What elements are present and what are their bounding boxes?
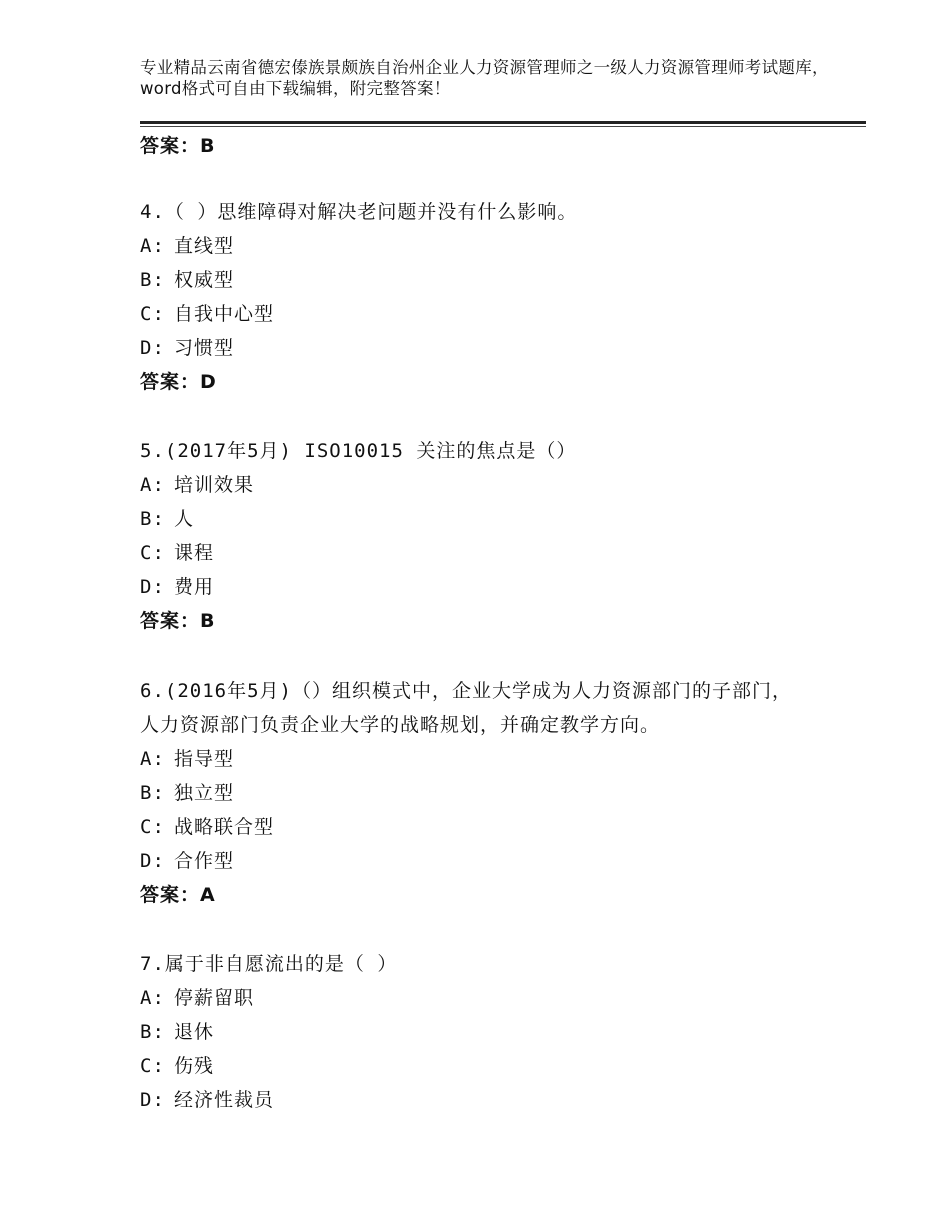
option-text: 权威型: [174, 269, 235, 291]
option-d: [140, 1083, 830, 1117]
option-text: 费用: [174, 576, 215, 598]
option-a: [140, 229, 830, 263]
answer-label: 答案：B: [140, 135, 216, 157]
option-text: 停薪留职: [174, 987, 255, 1009]
option-d: [140, 844, 800, 878]
question-text: 4.（ ）思维障碍对解决老问题并没有什么影响。: [140, 201, 578, 223]
option-letter: D:: [140, 850, 165, 872]
option-letter: D:: [140, 576, 165, 598]
option-b: [140, 502, 830, 536]
option-c: [140, 297, 830, 331]
option-text: 指导型: [174, 748, 235, 770]
question-text: 7.属于非自愿流出的是（ ）: [140, 953, 398, 975]
question-text: 6.(2016年5月)（）组织模式中，企业大学成为人力资源部门的子部门，人力资源部门负责企业大学的战略规划，并确定教学方向。: [140, 680, 792, 736]
option-letter: A:: [140, 748, 165, 770]
question-text: 5.(2017年5月) ISO10015 关注的焦点是（）: [140, 440, 577, 462]
option-letter: C:: [140, 542, 165, 564]
option-letter: B:: [140, 1021, 165, 1043]
option-b: [140, 263, 830, 297]
option-letter: D:: [140, 337, 165, 359]
header-rule-thin: [140, 126, 866, 127]
option-letter: A:: [140, 474, 165, 496]
option-text: 直线型: [174, 235, 235, 257]
question-block: [140, 947, 830, 1117]
option-letter: C:: [140, 1055, 165, 1077]
option-text: 战略联合型: [174, 816, 275, 838]
option-letter: B:: [140, 269, 165, 291]
option-a: [140, 742, 800, 776]
option-text: 自我中心型: [174, 303, 275, 325]
option-letter: C:: [140, 303, 165, 325]
option-text: 退休: [174, 1021, 215, 1043]
option-letter: A:: [140, 235, 165, 257]
option-text: 独立型: [174, 782, 235, 804]
option-letter: C:: [140, 816, 165, 838]
option-letter: B:: [140, 508, 165, 530]
option-letter: B:: [140, 782, 165, 804]
option-b: [140, 776, 800, 810]
option-c: [140, 536, 830, 570]
option-letter: A:: [140, 987, 165, 1009]
option-letter: D:: [140, 1089, 165, 1111]
option-a: [140, 981, 830, 1015]
question-block: [140, 195, 830, 399]
document-header: 专业精品云南省德宏傣族景颇族自治州企业人力资源管理师之一级人力资源管理师考试题库，word格式可自由下载编辑，附完整答案！: [140, 58, 829, 98]
answer-label: 答案：D: [140, 371, 217, 393]
option-text: 培训效果: [174, 474, 255, 496]
question-block: [140, 434, 830, 638]
option-text: 伤残: [174, 1055, 215, 1077]
option-b: [140, 1015, 830, 1049]
option-d: [140, 331, 830, 365]
header-rule-thick: [140, 121, 866, 124]
answer-label: 答案：B: [140, 610, 216, 632]
option-text: 人: [174, 508, 195, 530]
answer-label: 答案：A: [140, 884, 216, 906]
question-block: [140, 674, 800, 912]
option-c: [140, 810, 800, 844]
option-d: [140, 570, 830, 604]
option-c: [140, 1049, 830, 1083]
option-text: 合作型: [174, 850, 235, 872]
option-text: 课程: [174, 542, 215, 564]
option-a: [140, 468, 830, 502]
option-text: 习惯型: [174, 337, 235, 359]
option-text: 经济性裁员: [174, 1089, 275, 1111]
